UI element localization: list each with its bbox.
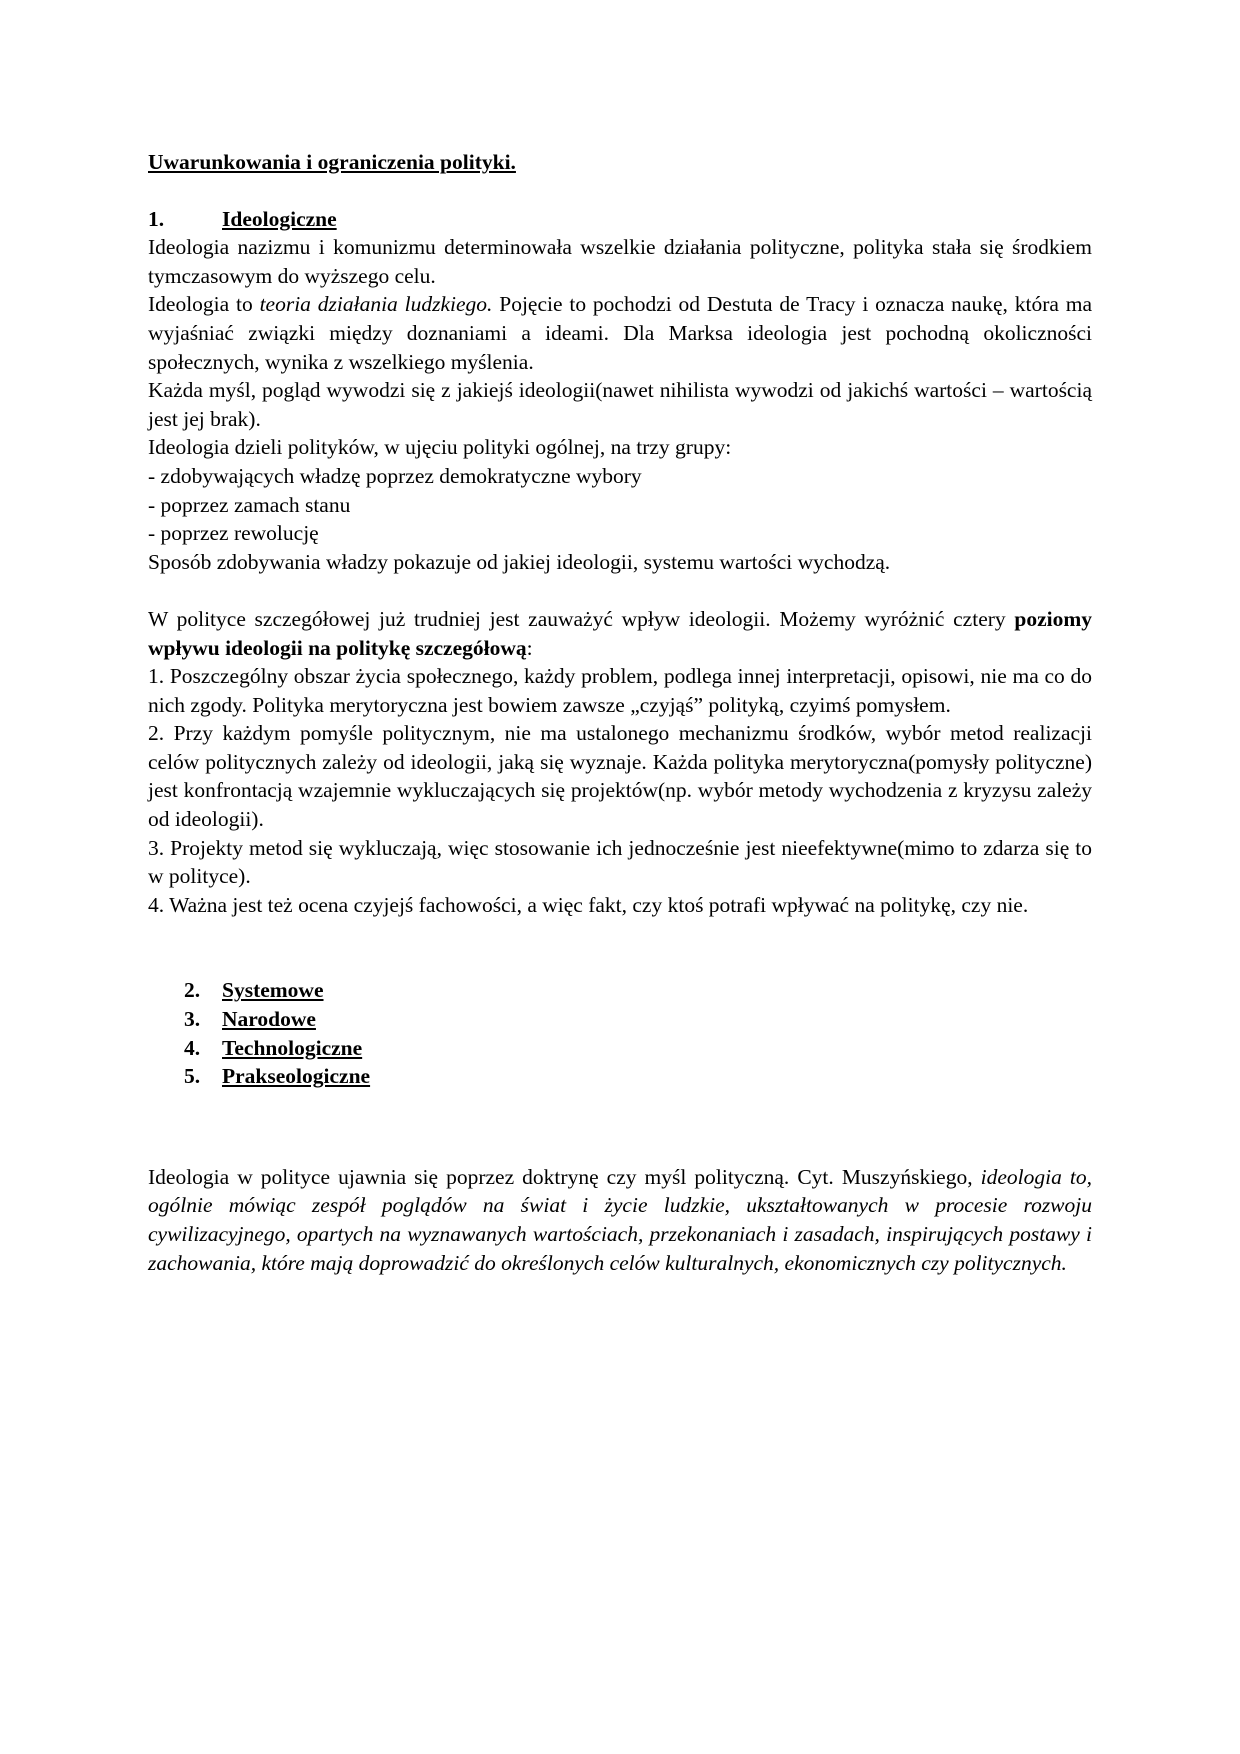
section-label: Narodowe bbox=[222, 1007, 316, 1032]
section-heading-1 bbox=[148, 205, 1092, 234]
text-run: : bbox=[526, 635, 533, 660]
list-item: - poprzez rewolucję bbox=[148, 521, 319, 546]
text-run: Ideologia w polityce ujawnia się poprzez doktrynę czy myśl polityczną. Cyt. Muszyńskiego, bbox=[148, 1164, 981, 1189]
section-number: 1. bbox=[148, 206, 165, 231]
italic-run: teoria działania ludzkiego. bbox=[259, 292, 493, 317]
text-run: W polityce szczegółowej już trudniej jest zauważyć wpływ ideologii. Możemy wyróżnić cztery bbox=[148, 606, 1015, 631]
text-run: Pojęcie to pochodzi od Destuta de Tracy i oznacza naukę, która ma wyjaśniać związki między doznaniami a ideami. Dla Marksa ideologia jest pochodną okoliczności społecznych, wynika z wszelkiego myślenia. bbox=[148, 292, 1093, 374]
spacer bbox=[148, 1091, 1092, 1163]
level-item: 2. Przy każdym pomyśle politycznym, nie ma ustalonego mechanizmu środków, wybór metod realizacji celów politycznych zależy od ideologii, jaką się wyznaje. Każda polityka merytoryczna(pomysły polityczne) jest konfrontacją wzajemnie wykluczających się projektów(np. wybór metody wychodzenia z kryzysu zależy od ideologii). bbox=[148, 721, 1092, 832]
section-number: 2. bbox=[184, 978, 201, 1003]
section-list bbox=[148, 976, 1092, 1090]
text-run: Ideologia to bbox=[148, 292, 260, 317]
spacer bbox=[148, 576, 1092, 605]
section-list-item bbox=[184, 1062, 1092, 1091]
section-number: 5. bbox=[184, 1064, 201, 1089]
section-number: 4. bbox=[184, 1035, 201, 1060]
level-item: 1. Poszczególny obszar życia społecznego, każdy problem, podlega innej interpretacji, opisowi, nie ma co do nich zgody. Polityka merytoryczna jest bowiem zawsze „czyjąś” polityką, czyimś pomysłem. bbox=[148, 664, 1092, 717]
section-list-item bbox=[184, 1005, 1092, 1034]
list-item: - zdobywających władzę poprzez demokratyczne wybory bbox=[148, 463, 642, 488]
section-list-item bbox=[184, 976, 1092, 1005]
spacer bbox=[148, 919, 1092, 976]
level-item: 3. Projekty metod się wykluczają, więc stosowanie ich jednocześnie jest nieefektywne(mimo to zdarza się to w polityce). bbox=[148, 835, 1092, 889]
paragraph-6 bbox=[148, 605, 1092, 662]
paragraph-5: Sposób zdobywania władzy pokazuje od jakiej ideologii, systemu wartości wychodzą. bbox=[148, 549, 891, 574]
section-label: Ideologiczne bbox=[222, 206, 337, 231]
bold-run: poziomy wpływu ideologii na politykę szczegółową bbox=[148, 606, 1092, 660]
document-title: Uwarunkowania i ograniczenia polityki. bbox=[148, 150, 516, 174]
section-number: 3. bbox=[184, 1007, 201, 1032]
section-label: Technologiczne bbox=[222, 1035, 363, 1060]
level-item: 4. Ważna jest też ocena czyjejś fachowości, a więc fakt, czy ktoś potrafi wpływać na politykę, czy nie. bbox=[148, 892, 1029, 917]
paragraph-3: Każda myśl, pogląd wywodzi się z jakiejś ideologii(nawet nihilista wywodzi od jakichś wartości – wartością jest jej brak). bbox=[148, 378, 1092, 431]
list-item: - poprzez zamach stanu bbox=[148, 492, 351, 517]
section-label: Systemowe bbox=[222, 978, 324, 1003]
paragraph-2 bbox=[148, 290, 1092, 376]
paragraph-7 bbox=[148, 1163, 1092, 1277]
paragraph-4: Ideologia dzieli polityków, w ujęciu polityki ogólnej, na trzy grupy: bbox=[148, 435, 732, 460]
paragraph-1: Ideologia nazizmu i komunizmu determinowała wszelkie działania polityczne, polityka stała się środkiem tymczasowym do wyższego celu. bbox=[148, 235, 1092, 288]
section-list-item bbox=[184, 1034, 1092, 1063]
section-label: Prakseologiczne bbox=[222, 1064, 371, 1089]
quote-run: ideologia to, ogólnie mówiąc zespół poglądów na świat i życie ludzkie, ukształtowanych w procesie rozwoju cywilizacyjnego, opartych na wyznawanych wartościach, przekonaniach i zasadach, inspirujących postawy i zachowania, które mają doprowadzić do określonych celów kulturalnych, ekonomicznych czy politycznych. bbox=[148, 1164, 1092, 1275]
